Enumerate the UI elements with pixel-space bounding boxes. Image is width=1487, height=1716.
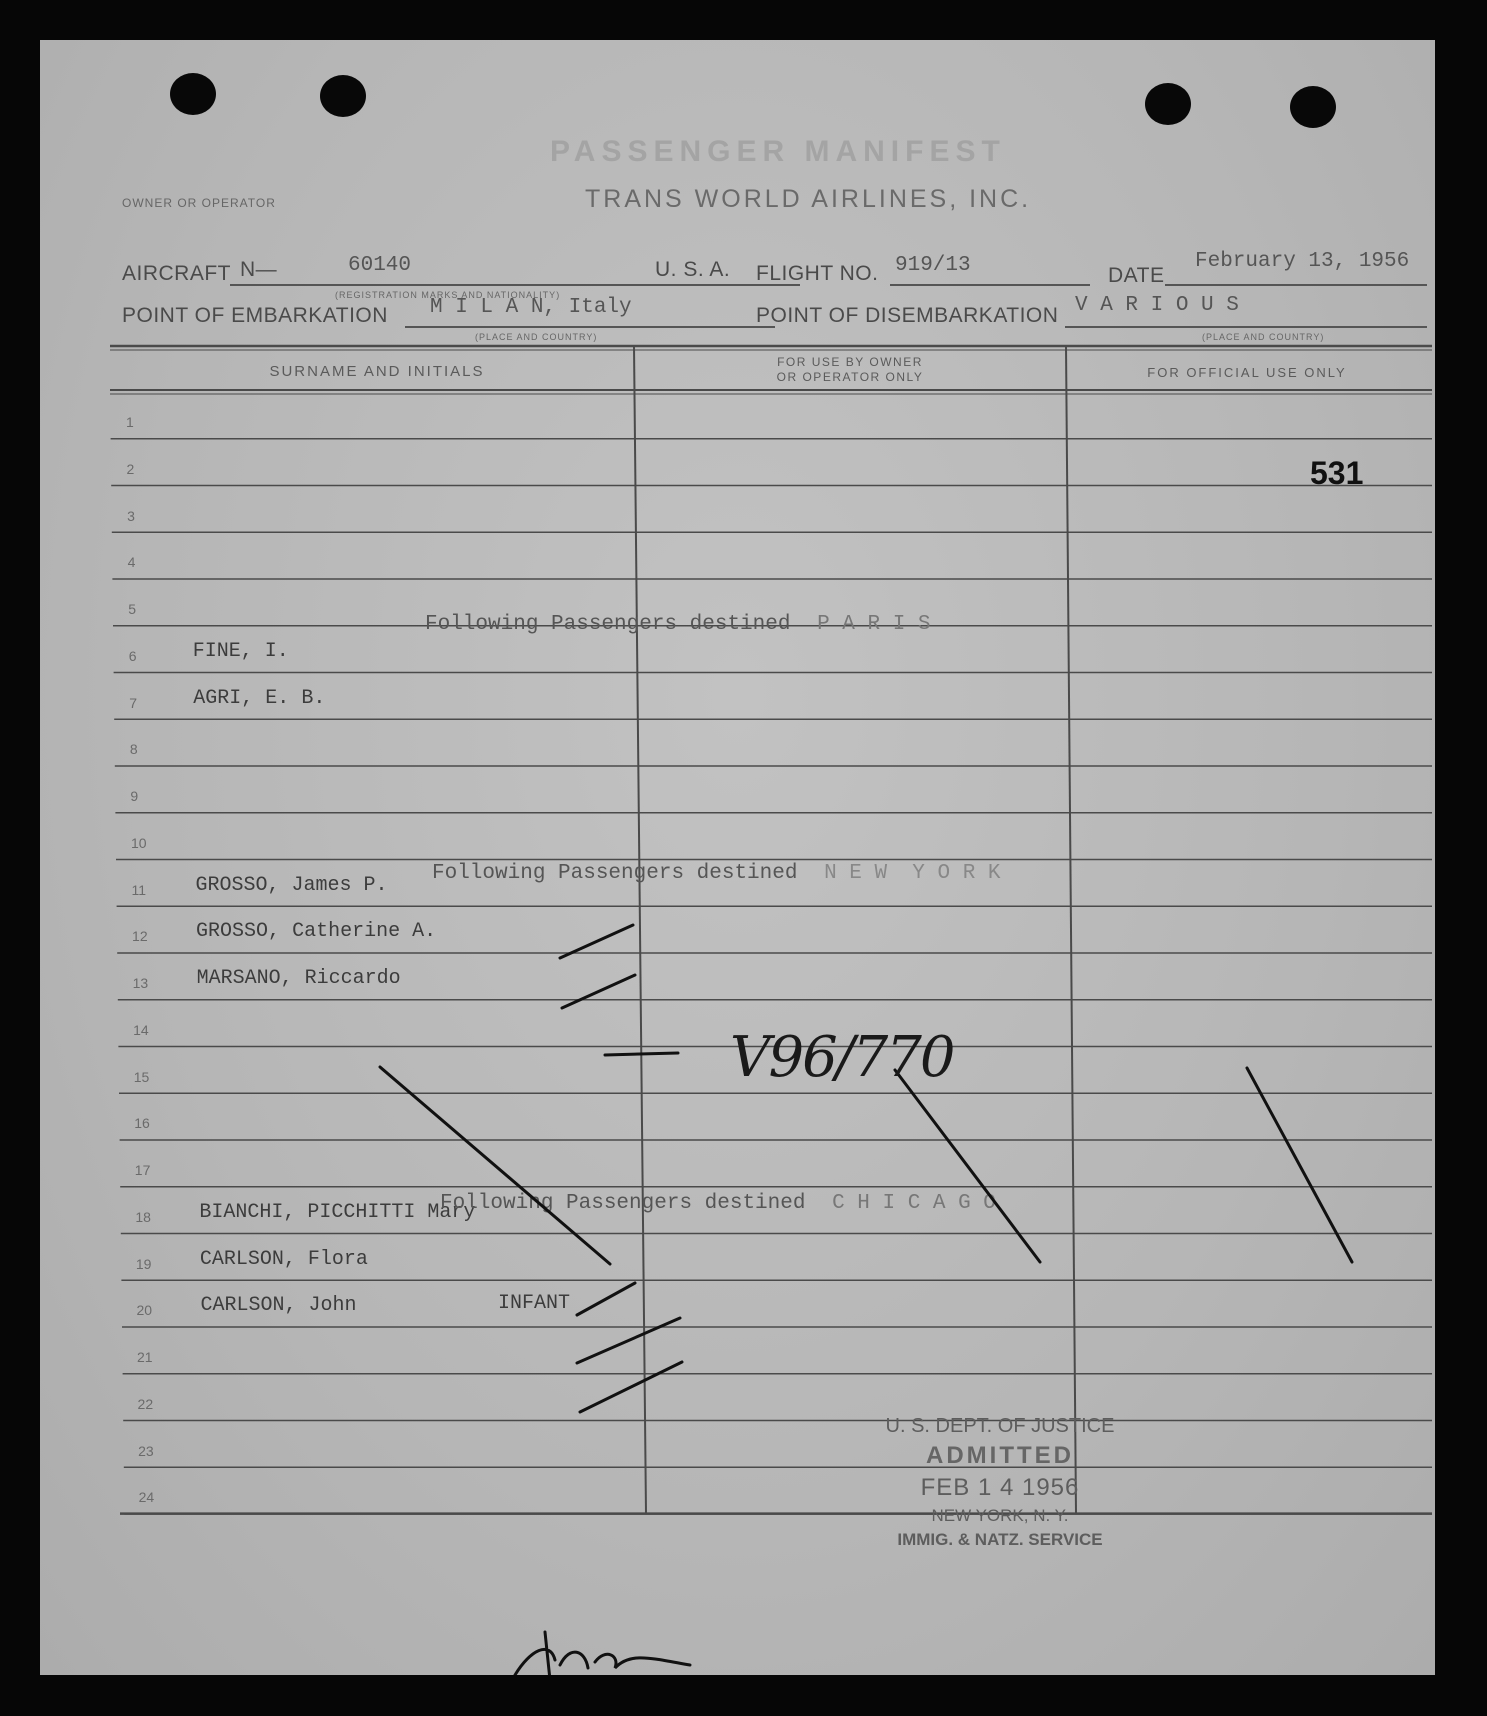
passenger-name: FINE, I. <box>192 639 289 663</box>
flight-label: FLIGHT NO. <box>756 262 879 285</box>
aircraft-prefix: N— <box>240 258 278 281</box>
flight-value: 919/13 <box>895 254 971 277</box>
row-number: 16 <box>134 1115 150 1132</box>
passenger-name: CARLSON, John <box>200 1294 357 1318</box>
row-number: 17 <box>134 1162 151 1178</box>
handwritten-marks <box>40 40 1435 1675</box>
row-number: 23 <box>138 1442 154 1459</box>
aircraft-label: AIRCRAFT <box>122 262 231 285</box>
row-number: 9 <box>130 788 139 804</box>
stamp-line-city: NEW YORK, N. Y. <box>931 1506 1069 1525</box>
stamp-line-admitted: ADMITTED <box>926 1442 1074 1469</box>
stamp-line-date: FEB 1 4 1956 <box>920 1474 1080 1501</box>
disembarkation-value: V A R I O U S <box>1075 294 1239 317</box>
row-number: 11 <box>131 881 147 898</box>
row-number: 22 <box>137 1395 154 1412</box>
destination-city: P A R I S <box>817 613 931 636</box>
row-number: 20 <box>136 1302 153 1319</box>
row-number: 8 <box>129 741 138 758</box>
admitted-stamp <box>855 1415 1145 1550</box>
date-value: February 13, 1956 <box>1195 250 1410 273</box>
row-number: 6 <box>128 647 137 664</box>
stamp-line-service: IMMIG. & NATZ. SERVICE <box>897 1530 1103 1549</box>
manifest-title: PASSENGER MANIFEST <box>550 135 1006 168</box>
airline-name: TRANS WORLD AIRLINES, INC. <box>585 185 1032 213</box>
row-number: 2 <box>126 460 135 477</box>
disembarkation-note: (PLACE AND COUNTRY) <box>1202 332 1325 342</box>
row-number: 10 <box>130 834 147 851</box>
passenger-name: BIANCHI, PICCHITTI Mary <box>199 1200 476 1224</box>
col-header-official-use: FOR OFFICIAL USE ONLY <box>1147 365 1347 380</box>
date-label: DATE <box>1108 264 1165 287</box>
passenger-note: INFANT <box>498 1292 571 1316</box>
country-label: U. S. A. <box>655 258 731 281</box>
destination-city: C H I C A G O <box>832 1192 996 1215</box>
registration-note: (REGISTRATION MARKS AND NATIONALITY) <box>335 290 561 300</box>
passenger-name: MARSANO, Riccardo <box>196 967 401 990</box>
row-number: 21 <box>137 1349 153 1365</box>
destination-prefix: Following Passengers destined <box>425 613 791 636</box>
row-number: 12 <box>132 928 148 945</box>
destination-prefix: Following Passengers destined <box>440 1192 806 1215</box>
stamp-line-dept: U. S. DEPT. OF JUSTICE <box>885 1415 1115 1437</box>
embarkation-label: POINT OF EMBARKATION <box>122 304 388 327</box>
embarkation-value: M I L A N, Italy <box>430 296 632 319</box>
col-header-owner-use: FOR USE BY OWNER OR OPERATOR ONLY <box>776 355 924 384</box>
row-number: 14 <box>133 1021 149 1038</box>
destination-city: N E W Y O R K <box>824 862 1001 885</box>
row-number: 15 <box>133 1068 150 1085</box>
manifest-page <box>40 40 1435 1675</box>
passenger-name: GROSSO, Catherine A. <box>196 920 437 944</box>
official-number: 531 <box>1310 455 1364 491</box>
col-header-surname: SURNAME AND INITIALS <box>269 363 485 380</box>
passenger-name: CARLSON, Flora <box>199 1247 368 1271</box>
row-number: 24 <box>138 1489 155 1506</box>
row-number: 19 <box>135 1255 152 1272</box>
passenger-name: AGRI, E. B. <box>193 686 326 710</box>
disembarkation-label: POINT OF DISEMBARKATION <box>756 304 1059 327</box>
row-number: 7 <box>129 694 138 711</box>
aircraft-value: 60140 <box>348 254 412 277</box>
owner-operator-label: OWNER OR OPERATOR <box>122 196 276 210</box>
embarkation-note: (PLACE AND COUNTRY) <box>475 332 598 342</box>
row-number: 3 <box>127 507 135 524</box>
handwritten-number: V96/770 <box>730 1025 954 1090</box>
row-number: 18 <box>135 1208 151 1225</box>
row-number: 5 <box>128 601 136 617</box>
destination-prefix: Following Passengers destined <box>432 862 798 885</box>
row-number: 4 <box>127 554 136 571</box>
passenger-name: GROSSO, James P. <box>195 873 388 897</box>
row-number: 1 <box>126 414 134 430</box>
row-number: 13 <box>132 975 149 991</box>
